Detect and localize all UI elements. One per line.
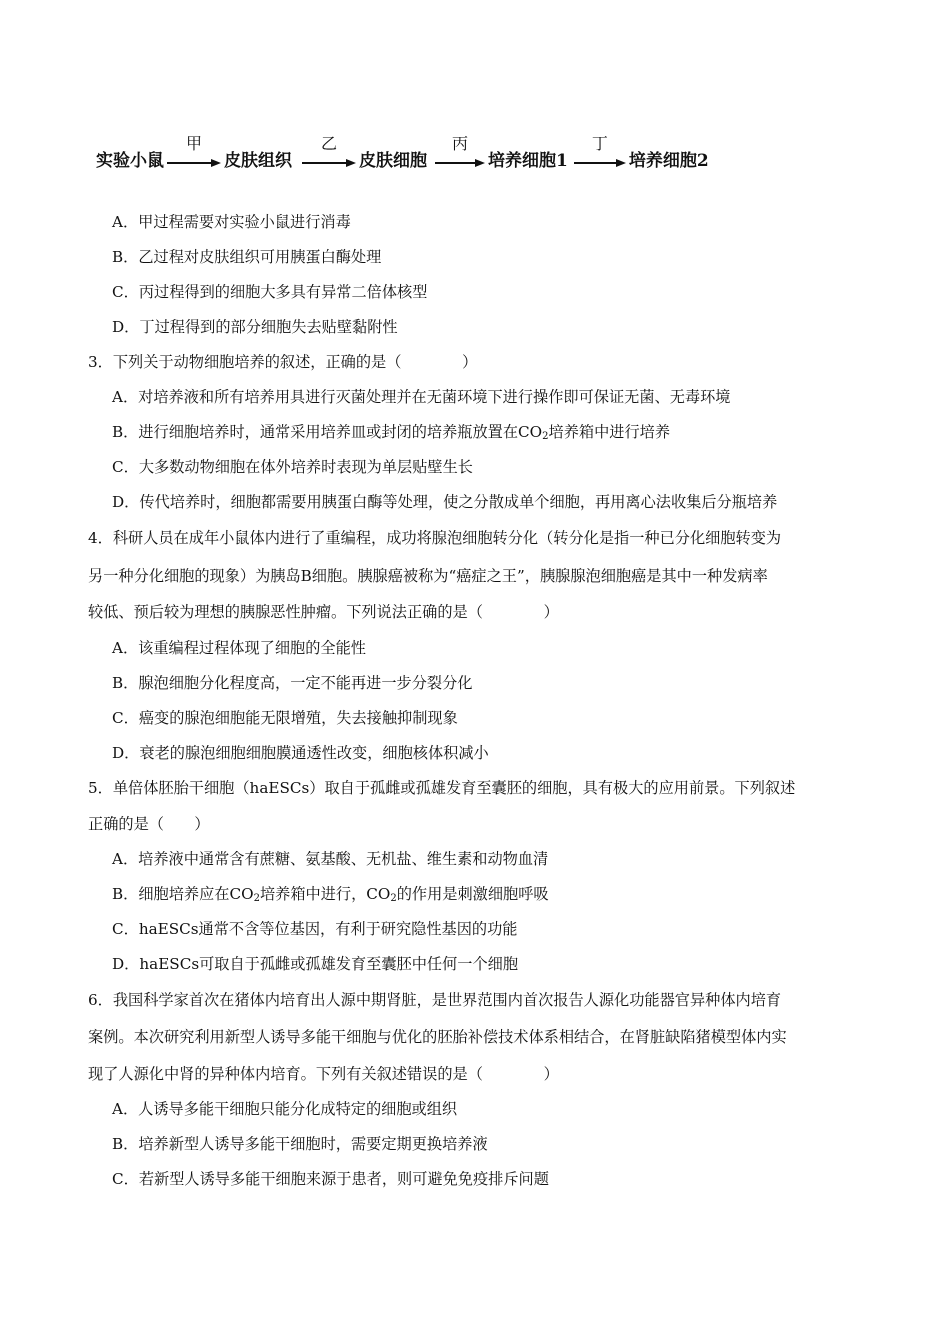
flow-arrow-jia [167, 134, 221, 174]
flow-arrow-yi [302, 134, 356, 174]
q5-option-b: B．细胞培养应在$CO_2$培养箱中进行，$CO_2$的作用是刺激细胞呼吸 [112, 885, 549, 904]
q4-option-d: D．衰老的腺泡细胞细胞膜通透性改变，细胞核体积减小 [112, 744, 489, 762]
flow-arrow-label: 丙 [451, 134, 468, 153]
flow-node-skin-cell: 皮肤细胞 [359, 151, 427, 171]
q4-stem-line-1: 4．科研人员在成年小鼠体内进行了重编程，成功将腺泡细胞转分化（转分化是指一种已分化细胞转变为 [88, 529, 782, 547]
q4-option-a: A．该重编程过程体现了细胞的全能性 [112, 639, 366, 657]
q3-option-b: B．进行细胞培养时，通常采用培养皿或封闭的培养瓶放置在$CO_2$培养箱中进行培养 [112, 423, 670, 442]
q6-stem-line-1: 6．我国科学家首次在猪体内培育出人源中期肾脏，是世界范围内首次报告人源化功能器官异种体内培育 [88, 991, 782, 1009]
arrow-icon [167, 158, 221, 168]
q2-option-d: D．丁过程得到的部分细胞失去贴壁黏附性 [112, 318, 398, 336]
q6-option-c: C．若新型人诱导多能干细胞来源于患者，则可避免免疫排斥问题 [112, 1170, 549, 1188]
q2-option-a: A．甲过程需要对实验小鼠进行消毒 [112, 213, 351, 231]
q6-stem-line-3: 现了人源化中肾的异种体内培育。下列有关叙述错误的是（ ） [88, 1065, 559, 1083]
flow-arrow-label: 甲 [185, 134, 202, 153]
experiment-flow-diagram [96, 128, 709, 174]
arrow-icon [435, 158, 485, 168]
q3-option-d: D．传代培养时，细胞都需要用胰蛋白酶等处理，使之分散成单个细胞，再用离心法收集后分瓶培养 [112, 493, 778, 511]
q5-option-a: A．培养液中通常含有蔗糖、氨基酸、无机盐、维生素和动物血清 [112, 850, 549, 868]
flow-node-mouse: 实验小鼠 [96, 151, 164, 171]
q3-stem: 3．下列关于动物细胞培养的叙述，正确的是（ ） [88, 353, 478, 371]
q2-option-c: C．丙过程得到的细胞大多具有异常二倍体核型 [112, 283, 428, 301]
arrow-icon [302, 158, 356, 168]
q3-option-a: A．对培养液和所有培养用具进行灭菌处理并在无菌环境下进行操作即可保证无菌、无毒环境 [112, 388, 731, 406]
q4-stem-line-3: 较低、预后较为理想的胰腺恶性肿瘤。下列说法正确的是（ ） [88, 603, 559, 621]
arrow-icon [574, 158, 626, 168]
flow-arrow-bing [435, 134, 485, 174]
q6-option-b: B．培养新型人诱导多能干细胞时，需要定期更换培养液 [112, 1135, 488, 1153]
q5-stem-line-1: 5．单倍体胚胎干细胞（haESCs）取自于孤雌或孤雄发育至囊胚的细胞，具有极大的应用前景。下列叙述 [88, 779, 796, 797]
q4-option-b: B．腺泡细胞分化程度高，一定不能再进一步分裂分化 [112, 674, 473, 692]
flow-arrow-label: 乙 [320, 134, 337, 153]
q4-option-c: C．癌变的腺泡细胞能无限增殖，失去接触抑制现象 [112, 709, 458, 727]
q5-option-c: C．haESCs通常不含等位基因，有利于研究隐性基因的功能 [112, 920, 518, 938]
q3-option-c: C．大多数动物细胞在体外培养时表现为单层贴壁生长 [112, 458, 473, 476]
q4-stem-line-2: 另一种分化细胞的现象）为胰岛B细胞。胰腺癌被称为“癌症之王”，胰腺腺泡细胞癌是其中一种发病率 [88, 567, 768, 585]
flow-node-skin-tissue: 皮肤组织 [224, 151, 292, 171]
q2-option-b: B．乙过程对皮肤组织可用胰蛋白酶处理 [112, 248, 382, 266]
flow-node-culture-cell-1: 培养细胞1 [488, 151, 568, 171]
flow-arrow-ding [574, 134, 626, 174]
q5-option-d: D．haESCs可取自于孤雌或孤雄发育至囊胚中任何一个细胞 [112, 955, 519, 973]
q6-option-a: A．人诱导多能干细胞只能分化成特定的细胞或组织 [112, 1100, 458, 1118]
flow-arrow-label: 丁 [591, 134, 608, 153]
q6-stem-line-2: 案例。本次研究利用新型人诱导多能干细胞与优化的胚胎补偿技术体系相结合，在肾脏缺陷猪模型体内实 [88, 1028, 787, 1046]
q5-stem-line-2: 正确的是（ ） [88, 815, 210, 833]
flow-node-culture-cell-2: 培养细胞2 [628, 151, 709, 171]
